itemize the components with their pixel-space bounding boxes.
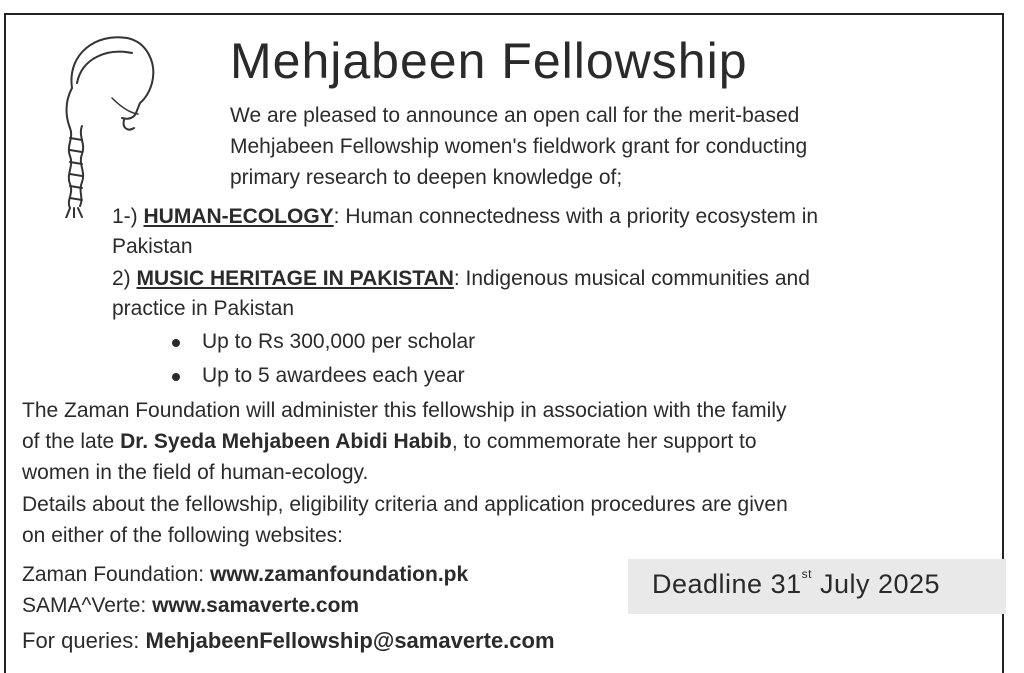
- bullet-dot-2: [172, 373, 180, 381]
- admin-line-1: The Zaman Foundation will administer this fellowship in association with the family: [22, 399, 787, 422]
- contact-samaverte: [22, 591, 359, 621]
- admin-line-2: [22, 427, 757, 457]
- contact-samaverte-label: SAMA^Verte:: [22, 594, 153, 617]
- deadline-suffix: July 2025: [811, 569, 941, 599]
- contact-queries-label: For queries:: [22, 628, 146, 653]
- admin-line-3: women in the field of human-ecology.: [22, 461, 369, 484]
- item-1: [112, 202, 818, 232]
- contact-queries: [22, 626, 555, 656]
- deadline-text: [652, 569, 940, 600]
- queries-email-link[interactable]: MehjabeenFellowship@samaverte.com: [145, 628, 555, 653]
- item-1-continued: Pakistan: [112, 235, 193, 258]
- item-2: [112, 264, 810, 294]
- admin-line-2-pre: of the late: [22, 430, 121, 453]
- bullet-item-2: Up to 5 awardees each year: [202, 364, 465, 387]
- samaverte-website-link[interactable]: www.samaverte.com: [152, 594, 360, 617]
- bullet-item-1: Up to Rs 300,000 per scholar: [202, 330, 476, 353]
- item-1-number: 1-): [112, 205, 144, 228]
- deadline-ordinal: st: [801, 567, 812, 581]
- contact-zaman: [22, 560, 468, 590]
- item-2-text: : Indigenous musical communities and: [453, 267, 810, 290]
- details-line-1: Details about the fellowship, eligibility criteria and application procedures are given: [22, 493, 788, 516]
- bullet-dot-1: [172, 339, 180, 347]
- intro-line-1: We are pleased to announce an open call for the merit-based: [230, 104, 800, 127]
- honoree-name: Dr. Syeda Mehjabeen Abidi Habib: [120, 430, 452, 453]
- item-2-continued: practice in Pakistan: [112, 297, 295, 320]
- item-2-heading: MUSIC HERITAGE IN PAKISTAN: [136, 267, 454, 290]
- item-1-heading: HUMAN-ECOLOGY: [143, 205, 334, 228]
- zaman-website-link[interactable]: www.zamanfoundation.pk: [209, 563, 469, 586]
- braided-woman-logo: [52, 28, 162, 218]
- page-title: Mehjabeen Fellowship: [230, 33, 748, 89]
- deadline-box: [628, 559, 1006, 614]
- intro-line-2: Mehjabeen Fellowship women's fieldwork grant for conducting: [230, 135, 808, 158]
- details-line-2: on either of the following websites:: [22, 524, 344, 547]
- item-1-text: : Human connectedness with a priority ecosystem in: [333, 205, 819, 228]
- contact-zaman-label: Zaman Foundation:: [22, 563, 210, 586]
- deadline-prefix: Deadline 31: [652, 569, 802, 599]
- item-2-number: 2): [112, 267, 137, 290]
- admin-line-2-post: , to commemorate her support to: [451, 430, 757, 453]
- intro-line-3: primary research to deepen knowledge of;: [230, 166, 623, 189]
